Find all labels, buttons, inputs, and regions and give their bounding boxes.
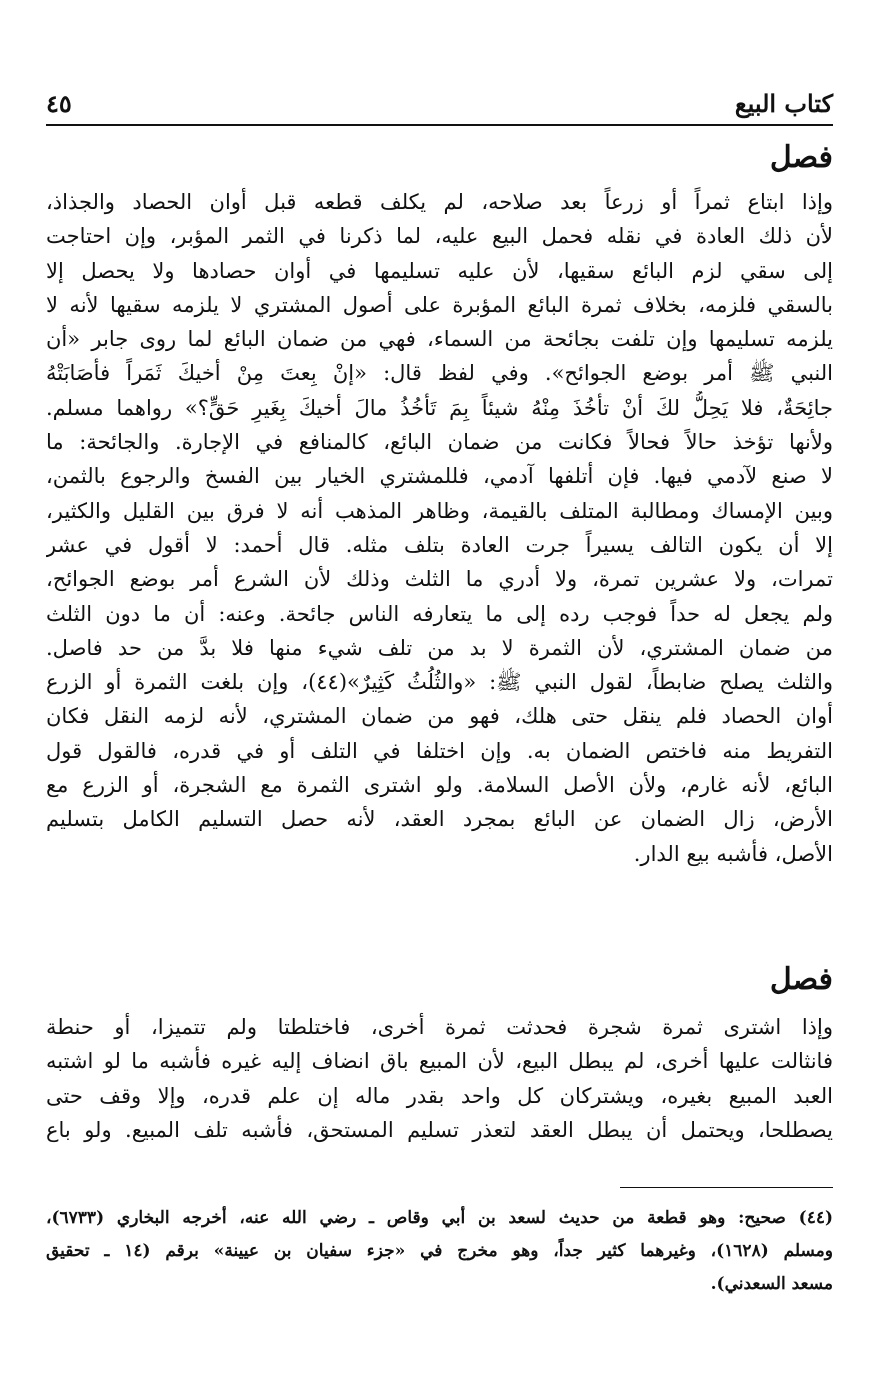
section-heading: فصل [769,962,833,997]
text-line: أوان الحصاد فلم ينقل حتى هلك، فهو من ضمان المشتري، لأنه لزمه النقل فكان [46,704,833,729]
text-line: ولم يجعل له حداً فوجب رده إلى ما يتعارفه الناس جائحة. وعنه: أن ما دون الثلث [46,601,833,626]
running-head [46,78,833,118]
page-number: ٤٥ [46,89,72,118]
footnote-line: (٤٤) صحيح: وهو قطعة من حديث لسعد بن أبي وقاص ـ رضي الله عنه، أخرجه البخاري (٦٧٣٣)، [46,1208,833,1228]
text-line: لأن ذلك العادة في نقله فحمل البيع عليه، لما ذكرنا في الثمر المؤبر، وإن احتاجت [46,224,833,249]
section-body [46,1010,833,1147]
text-line: التفريط منه فاختص الضمان به. وإن اختلفا في التلف أو في قدره، فالقول قول [46,738,833,763]
text-line: تمرات، ولا عشرين تمرة، ولا أدري ما الثلث وذلك لأن الشرع أمر بوضع الجوائح، [46,567,833,592]
text-line: النبي ﷺ أمر بوضع الجوائح». وفي لفظ قال: «إنْ بِعتَ مِنْ أخيكَ ثَمَراً فأصَابَتْهُ [46,361,833,386]
footnote-rule [620,1187,833,1188]
text-line: إلا أن يكون التالف يسيراً جرت العادة بتلف مثله. قال أحمد: لا أقول في عشر [46,532,833,557]
text-line: وإذا ابتاع ثمراً أو زرعاً بعد صلاحه، لم يكلف قطعه قبل أوان الحصاد والجذاذ، [46,190,833,214]
footnote [46,1202,833,1301]
text-line: الأصل، فأشبه بيع الدار. [633,841,833,866]
text-line: لا صنع لآدمي فيها. فإن أتلفها آدمي، فللمشتري الخيار بين الفسخ والرجوع بالثمن، [46,464,833,489]
text-line: البائع، لأنه غارم، ولأن الأصل السلامة. ولو اشترى الثمرة مع الشجرة، أو الزرع مع [46,773,833,798]
text-line: العبد المبيع بغيره، ويشتركان كل واحد بقدر ماله إن علم قدره، وإلا وقف حتى [46,1083,833,1108]
text-line: وبين الإمساك ومطالبة المتلف بالقيمة، وظاهر المذهب أنه لا فرق بين القليل والكثير، [46,498,833,523]
text-line: ولأنها تؤخذ حالاً فحالاً فكانت من ضمان البائع، كالمنافع في الإجارة. والجائحة: ما [46,430,833,455]
text-line: بالسقي فلزمه، بخلاف ثمرة البائع المؤبرة على أصول المشتري لا يلزمه سقيها لأنه لا [46,292,833,317]
text-line: والثلث يصلح ضابطاً، لقول النبي ﷺ: «والثُلُثُ كَثِيرٌ»(٤٤)، وإن بلغت الثمرة أو الزرع [46,670,833,695]
text-line: الأرض، زال الضمان عن البائع بمجرد العقد، لأنه حصل التسليم الكامل بتسليم [46,807,833,832]
text-line: يصطلحا، ويحتمل أن يبطل العقد لتعذر تسليم المستحق، فأشبه تلف المبيع. ولو باع [46,1117,833,1142]
section-heading: فصل [769,140,833,175]
section-body [46,185,833,871]
chapter-title: كتاب البيع [734,89,833,118]
footnote-line: ومسلم (١٦٢٨)، وغيرهما كثير جداً، وهو مخرج في «جزء سفيان بن عيينة» برقم (١٤ ـ تحقيق [46,1241,833,1261]
footnote-line: مسعد السعدني). [710,1274,833,1294]
text-line: وإذا اشترى ثمرة شجرة فحدثت ثمرة أخرى، فاختلطتا ولم تتميزا، أو حنطة [46,1015,833,1039]
text-line: يلزمه تسليمها وإن تلفت بجائحة من السماء، فهي من ضمان البائع لما روى جابر «أن [46,327,833,352]
header-rule [46,124,833,126]
text-line: جائِحَةٌ، فلا يَحِلُّ لكَ أنْ تأخُذَ مِنْهُ شيئاً بِمَ تَأخُذُ مالَ أخيكَ بِغَيرِ حَقٍّ؟» رواهما مسلم. [46,395,833,420]
text-line: فانثالت عليها أخرى، لم يبطل البيع، لأن المبيع باق انضاف إليه غيره فأشبه ما لو اشتبه [46,1049,833,1074]
text-line: إلى سقي لزم البائع سقيها، لأن عليه تسليمها في أوان حصادها ولا يحصل إلا [46,258,833,283]
text-line: من ضمان المشتري، لأن الثمرة لا بد من تلف شيء منها فلا بدَّ من حد فاصل. [46,635,833,660]
